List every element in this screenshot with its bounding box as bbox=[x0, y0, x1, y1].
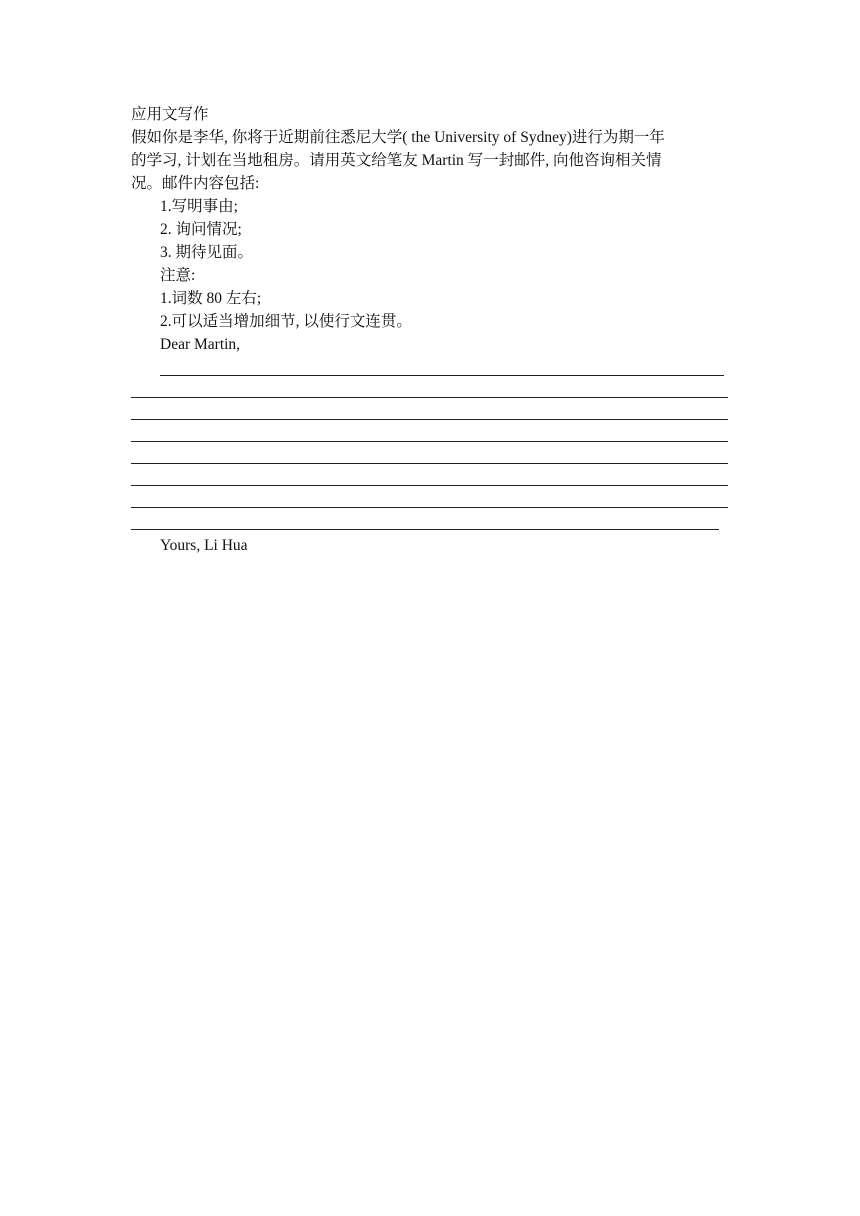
note-label: 注意: bbox=[160, 267, 196, 284]
answer-line[interactable] bbox=[131, 402, 728, 424]
content-item-3: 3. 期待见面。 bbox=[160, 244, 254, 261]
prompt-text-line-3: 况。邮件内容包括: bbox=[131, 175, 260, 192]
answer-lines bbox=[131, 358, 728, 534]
answer-line[interactable] bbox=[131, 380, 728, 402]
answer-line[interactable] bbox=[131, 468, 728, 490]
note-item-2: 2.可以适当增加细节, 以使行文连贯。 bbox=[160, 313, 412, 330]
task-heading: 应用文写作 bbox=[131, 106, 209, 123]
note-item-1: 1.词数 80 左右; bbox=[160, 290, 262, 307]
answer-line[interactable] bbox=[131, 490, 728, 512]
answer-line[interactable] bbox=[131, 424, 728, 446]
letter-salutation: Dear Martin, bbox=[160, 336, 241, 353]
answer-line[interactable] bbox=[131, 512, 728, 534]
prompt-text-line-2: 的学习, 计划在当地租房。请用英文给笔友 Martin 写一封邮件, 向他咨询相关情 bbox=[131, 152, 662, 169]
prompt-text-line-1: 假如你是李华, 你将于近期前往悉尼大学( the University of Sydney)进行为期一年 bbox=[131, 129, 665, 146]
letter-closing: Yours, Li Hua bbox=[160, 537, 248, 554]
writing-task-page bbox=[131, 103, 728, 557]
content-item-1: 1.写明事由; bbox=[160, 198, 238, 215]
answer-line[interactable] bbox=[131, 358, 728, 380]
content-item-2: 2. 询问情况; bbox=[160, 221, 242, 238]
answer-line[interactable] bbox=[131, 446, 728, 468]
